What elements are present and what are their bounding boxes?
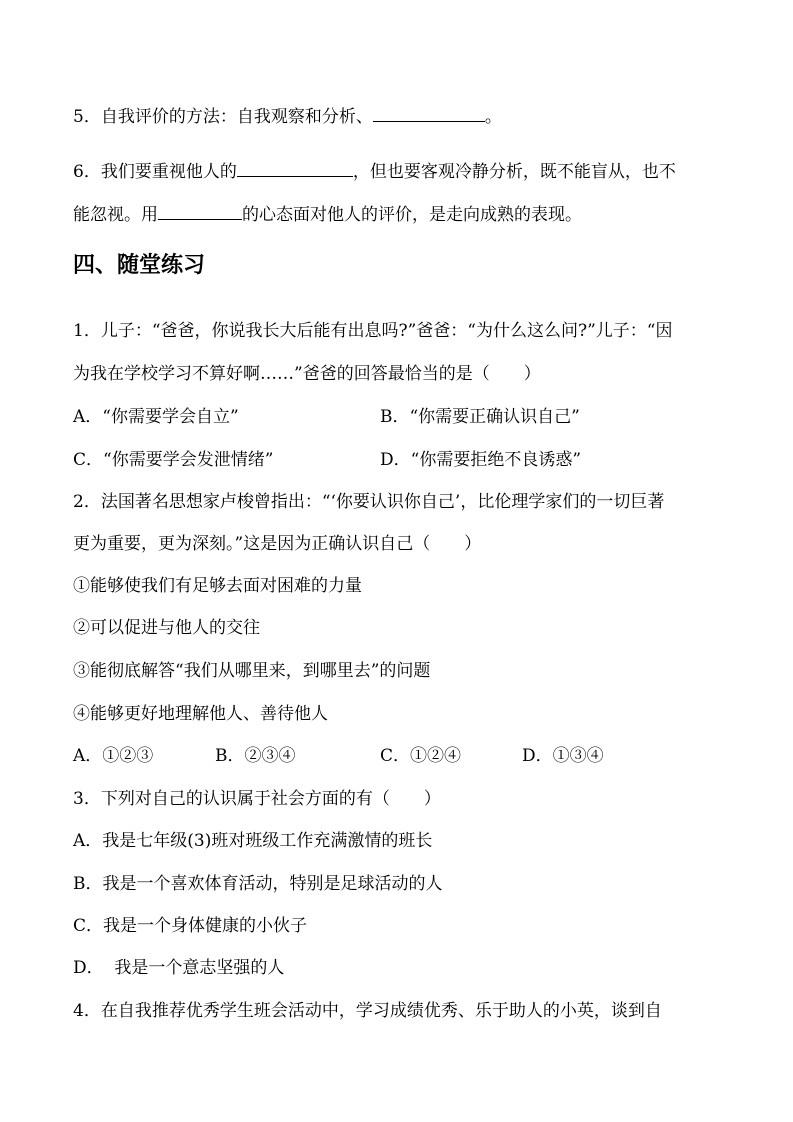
- q6-answer-blank-2[interactable]: [158, 203, 242, 220]
- q3-option-d[interactable]: D． 我是一个意志坚强的人: [73, 958, 285, 978]
- q2-statement-3: ③能彻底解答“我们从哪里来，到哪里去”的问题: [73, 661, 431, 681]
- q1-option-a[interactable]: A．“你需要学会自立”: [73, 407, 239, 427]
- q6-line2-before: 能忽视。用: [73, 205, 158, 225]
- q2-statement-4: ④能够更好地理解他人、善待他人: [73, 704, 328, 724]
- question-1-line-2: 为我在学校学习不算好啊……”爸爸的回答最恰当的是（ ）: [73, 364, 541, 384]
- q2-option-c[interactable]: C．①②④: [380, 746, 462, 766]
- q1-option-d[interactable]: D．“你需要拒绝不良诱惑”: [380, 450, 582, 470]
- fill-in-question-5: [73, 105, 733, 128]
- question-2-line-2: 更为重要，更为深刻。”这是因为正确认识自己（ ）: [73, 534, 482, 554]
- question-3-line-1: 3．下列对自己的认识属于社会方面的有（ ）: [73, 789, 441, 809]
- q2-option-b[interactable]: B．②③④: [215, 746, 296, 766]
- fill-in-question-6-line-2: [73, 203, 733, 226]
- q3-option-c[interactable]: C．我是一个身体健康的小伙子: [73, 916, 308, 936]
- q2-statement-2: ②可以促进与他人的交往: [73, 618, 260, 638]
- q1-option-c[interactable]: C．“你需要学会发泄情绪”: [73, 450, 274, 470]
- q2-statement-1: ①能够使我们有足够去面对困难的力量: [73, 576, 362, 596]
- q3-option-a[interactable]: A．我是七年级(3)班对班级工作充满激情的班长: [73, 831, 433, 851]
- question-2-line-1: 2．法国著名思想家卢梭曾指出：“‘你要认识你自己’，比伦理学家们的一切巨著: [73, 492, 665, 512]
- q2-option-a[interactable]: A．①②③: [73, 746, 154, 766]
- q6-text-before: 6．我们要重视他人的: [73, 162, 237, 182]
- question-4-line-1: 4．在自我推荐优秀学生班会活动中，学习成绩优秀、乐于助人的小英，谈到自: [73, 1001, 662, 1021]
- q5-answer-blank[interactable]: [373, 105, 485, 122]
- fill-in-question-6-line-1: [73, 160, 733, 183]
- section-heading: 四、随堂练习: [73, 252, 206, 278]
- q1-option-b[interactable]: B．“你需要正确认识自己”: [380, 407, 580, 427]
- q5-text-after: 。: [484, 107, 502, 127]
- q6-answer-blank-1[interactable]: [237, 160, 353, 177]
- q6-line2-after: 的心态面对他人的评价，是走向成熟的表现。: [242, 205, 582, 225]
- q6-text-after: ，但也要客观冷静分析，既不能盲从，也不: [352, 162, 676, 182]
- q5-text-before: 5．自我评价的方法：自我观察和分析、: [73, 107, 373, 127]
- q3-option-b[interactable]: B．我是一个喜欢体育活动，特别是足球活动的人: [73, 874, 443, 894]
- question-1-line-1: 1．儿子：“爸爸，你说我长大后能有出息吗?”爸爸：“为什么这么问?”儿子：“因: [73, 321, 673, 341]
- q2-option-d[interactable]: D．①③④: [522, 746, 604, 766]
